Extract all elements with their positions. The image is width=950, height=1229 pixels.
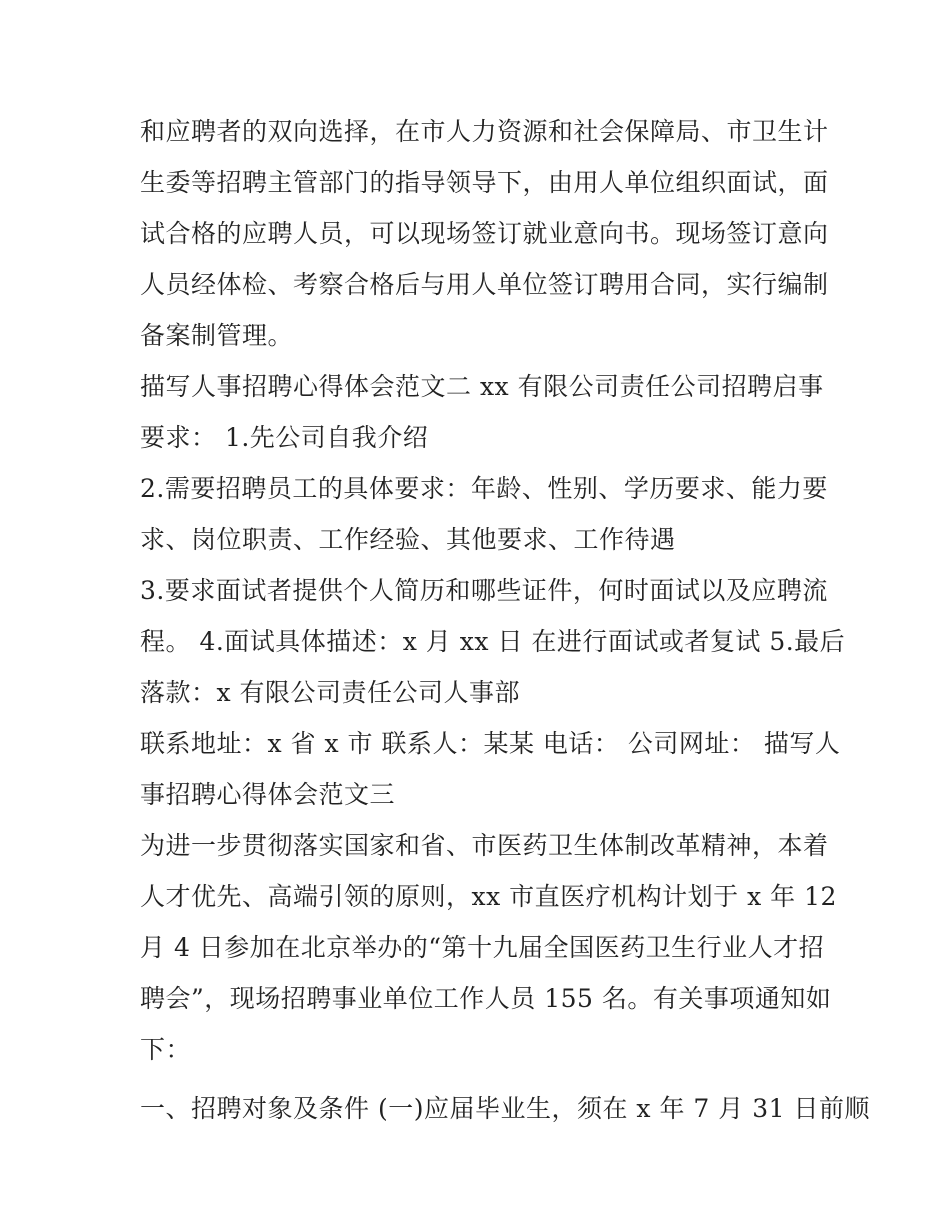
- document-body: [140, 106, 870, 1134]
- text-line: 试合格的应聘人员，可以现场签订就业意向书。现场签订意向: [140, 219, 829, 248]
- text-line: 人员经体检、考察合格后与用人单位签订聘用合同，实行编制: [140, 270, 829, 299]
- text-line: 程。 4.面试具体描述：x 月 xx 日 在进行面试或者复试 5.最后: [140, 627, 846, 656]
- text-line: 为进一步贯彻落实国家和省、市医药卫生体制改革精神，本着: [140, 831, 829, 860]
- text-line: 和应聘者的双向选择，在市人力资源和社会保障局、市卫生计: [140, 117, 829, 146]
- text-line: 落款：x 有限公司责任公司人事部: [140, 678, 521, 707]
- text-line: 求、岗位职责、工作经验、其他要求、工作待遇: [140, 525, 676, 554]
- text-line: 一、招聘对象及条件 (一)应届毕业生，须在 x 年 7 月 31 日前顺: [140, 1094, 870, 1123]
- text-line: 人才优先、高端引领的原则，xx 市直医疗机构计划于 x 年 12: [140, 882, 837, 911]
- text-line: 事招聘心得体会范文三: [140, 780, 396, 809]
- text-line: 描写人事招聘心得体会范文二 xx 有限公司责任公司招聘启事: [140, 372, 824, 401]
- text-line: 备案制管理。: [140, 321, 294, 350]
- text-line: 联系地址：x 省 x 市 联系人：某某 电话： 公司网址： 描写人: [140, 729, 841, 758]
- text-line: 3.要求面试者提供个人简历和哪些证件，何时面试以及应聘流: [140, 576, 828, 605]
- text-line: 2.需要招聘员工的具体要求：年龄、性别、学历要求、能力要: [140, 474, 828, 503]
- text-line: 下：: [140, 1035, 192, 1064]
- text-line: 要求： 1.先公司自我介绍: [140, 423, 429, 452]
- text-line: 生委等招聘主管部门的指导领导下，由用人单位组织面试，面: [140, 168, 829, 197]
- text-line: 聘会”，现场招聘事业单位工作人员 155 名。有关事项通知如: [140, 984, 832, 1013]
- text-line: 月 4 日参加在北京举办的“第十九届全国医药卫生行业人才招: [140, 933, 825, 962]
